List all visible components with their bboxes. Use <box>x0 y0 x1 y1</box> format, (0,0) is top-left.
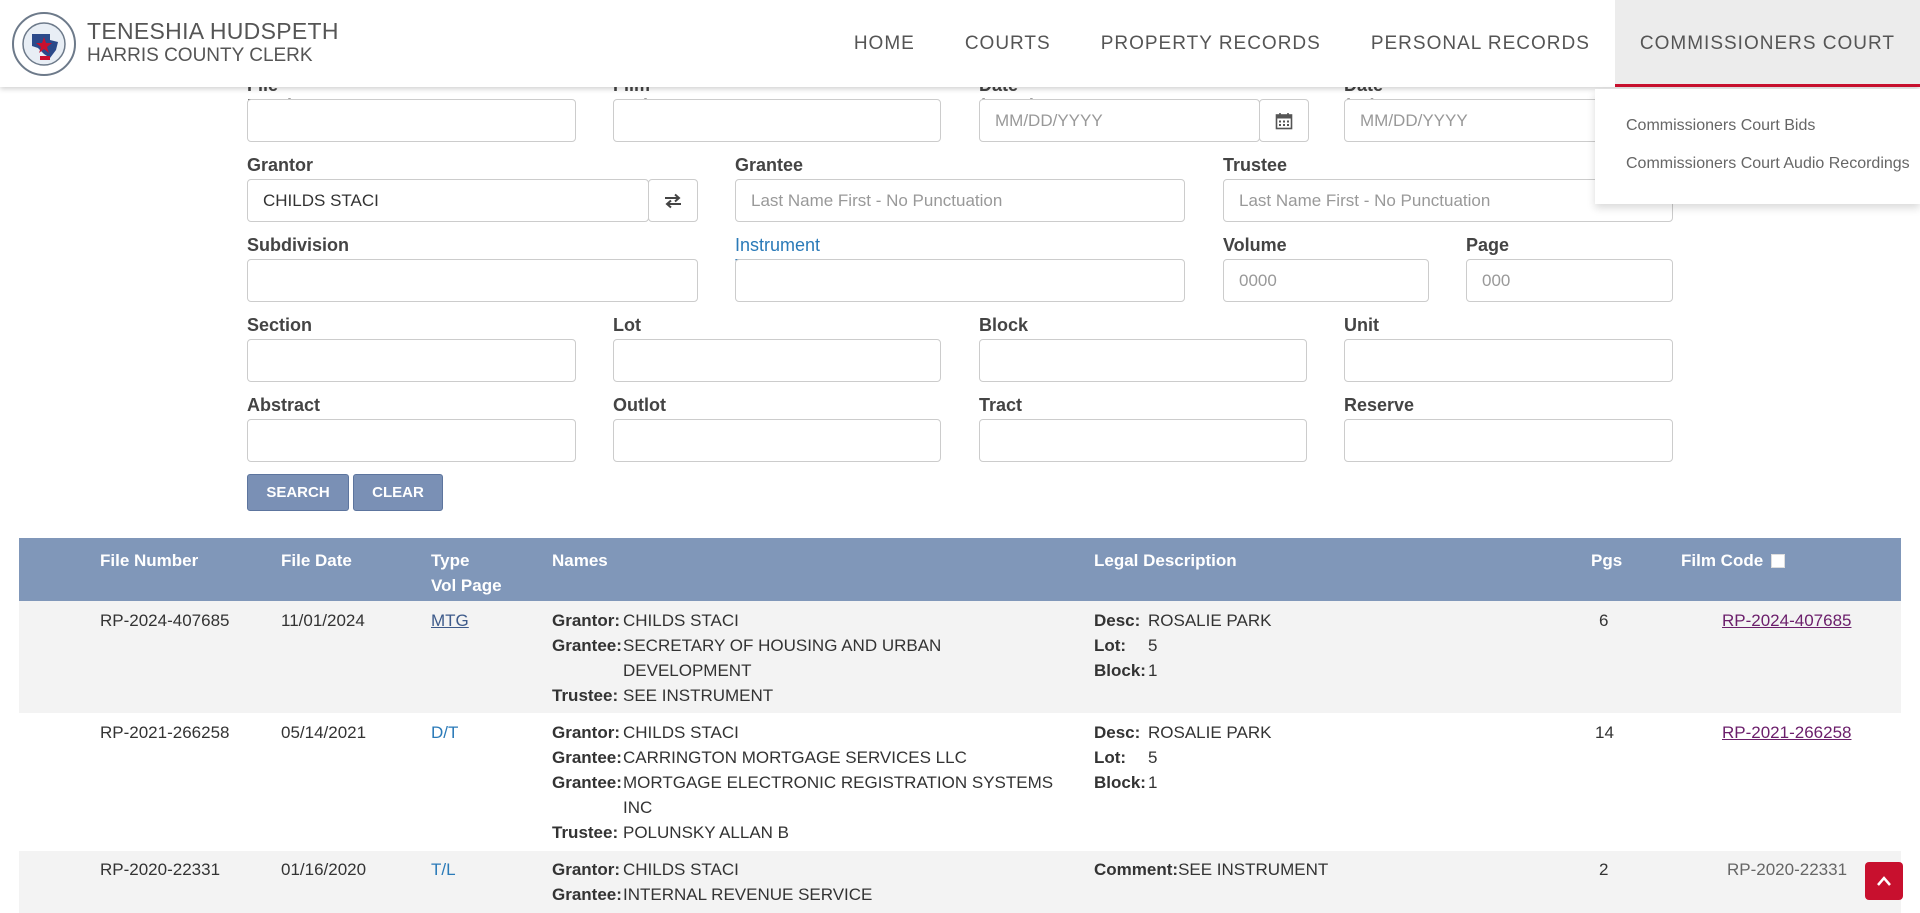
legal-key: Block: <box>1094 773 1146 792</box>
dropdown-item-bids[interactable]: Commissioners Court Bids <box>1626 117 1816 134</box>
table-row <box>19 601 1901 713</box>
section-label: Section <box>247 315 313 335</box>
date-from-input[interactable]: MM/DD/YYYY <box>979 99 1260 142</box>
legal-value: 1 <box>1148 773 1158 792</box>
results-table-header <box>19 538 1901 601</box>
name-value: INTERNAL REVENUE SERVICE <box>623 885 873 904</box>
instrument-type-label[interactable]: Instrument <box>735 235 821 255</box>
legal-value: ROSALIE PARK <box>1148 611 1272 630</box>
name-value: SECRETARY OF HOUSING AND URBAN DEVELOPMENT <box>623 636 942 680</box>
name-value: CHILDS STACI <box>623 723 739 742</box>
block-input[interactable] <box>979 339 1307 382</box>
grantee-label: Grantee <box>735 155 804 175</box>
legal-value: SEE INSTRUMENT <box>1178 860 1329 879</box>
name-role: Grantor: <box>552 611 620 630</box>
calendar-icon <box>1275 112 1293 130</box>
subdivision-input[interactable] <box>247 259 698 302</box>
row-file-number: RP-2024-407685 <box>100 611 230 630</box>
name-role: Grantee: <box>552 636 622 655</box>
unit-label: Unit <box>1344 315 1379 335</box>
legal-key: Lot: <box>1094 636 1127 655</box>
instrument-type-input[interactable] <box>735 259 1185 302</box>
lot-input[interactable] <box>613 339 941 382</box>
row-names <box>552 720 1072 845</box>
row-file-number: RP-2021-266258 <box>100 723 230 742</box>
row-type-link[interactable]: D/T <box>431 723 459 742</box>
name-role: Grantee: <box>552 748 622 767</box>
col-pgs: Pgs <box>1591 551 1623 570</box>
page-label: Page <box>1466 235 1510 255</box>
legal-value: 1 <box>1148 661 1158 680</box>
row-pgs: 2 <box>1599 860 1609 879</box>
abstract-input[interactable] <box>247 419 576 462</box>
row-legal <box>1094 720 1514 795</box>
name-value: CHILDS STACI <box>623 860 739 879</box>
col-type <box>431 548 502 598</box>
outlot-input[interactable] <box>613 419 941 462</box>
swap-icon <box>663 193 683 209</box>
name-role: Grantor: <box>552 723 620 742</box>
nav-commissioners-court[interactable]: COMMISSIONERS COURT <box>1615 0 1920 87</box>
block-label: Block <box>979 315 1029 335</box>
row-film-code: RP-2020-22331 <box>1727 860 1848 879</box>
abstract-label: Abstract <box>247 395 321 415</box>
row-type-link[interactable]: MTG <box>431 611 469 630</box>
col-film-code-label: Film Code <box>1681 551 1764 570</box>
dropdown-item-audio-recordings[interactable]: Commissioners Court Audio Recordings <box>1626 155 1910 172</box>
row-file-date: 05/14/2021 <box>281 723 367 742</box>
film-code-checkbox[interactable] <box>1771 554 1785 568</box>
tract-label: Tract <box>979 395 1023 415</box>
lot-label: Lot <box>613 315 641 335</box>
swap-names-button[interactable] <box>648 179 698 222</box>
table-row <box>19 713 1901 851</box>
name-role: Trustee: <box>552 686 619 705</box>
volume-input[interactable]: 0000 <box>1223 259 1429 302</box>
name-value: SEE INSTRUMENT <box>623 686 774 705</box>
section-input[interactable] <box>247 339 576 382</box>
row-film-code-link[interactable]: RP-2024-407685 <box>1722 611 1852 630</box>
clerk-name[interactable]: TENESHIA HUDSPETH <box>87 18 339 44</box>
scroll-to-top-button[interactable] <box>1865 862 1903 900</box>
grantor-input[interactable]: CHILDS STACI <box>247 179 649 222</box>
clerk-title[interactable]: HARRIS COUNTY CLERK <box>87 45 313 66</box>
row-legal <box>1094 608 1514 683</box>
legal-key: Desc: <box>1094 723 1141 742</box>
unit-input[interactable] <box>1344 339 1673 382</box>
name-value: CHILDS STACI <box>623 611 739 630</box>
row-type-link[interactable]: T/L <box>431 860 456 879</box>
row-file-number: RP-2020-22331 <box>100 860 221 879</box>
subdivision-label: Subdivision <box>247 235 350 255</box>
date-to-input[interactable]: MM/DD/YYYY <box>1344 99 1624 142</box>
commissioners-court-dropdown <box>1595 89 1920 204</box>
county-seal-logo <box>12 12 76 76</box>
name-role: Trustee: <box>552 823 619 842</box>
col-film-code <box>1681 548 1785 573</box>
outlot-label: Outlot <box>613 395 666 415</box>
volume-label: Volume <box>1223 235 1287 255</box>
row-names <box>552 857 1072 907</box>
nav-courts[interactable]: COURTS <box>964 33 1051 54</box>
row-pgs: 14 <box>1595 723 1614 742</box>
name-role: Grantee: <box>552 885 622 904</box>
reserve-input[interactable] <box>1344 419 1673 462</box>
legal-key: Lot: <box>1094 748 1127 767</box>
grantor-label: Grantor <box>247 155 314 175</box>
trustee-input[interactable]: Last Name First - No Punctuation <box>1223 179 1673 222</box>
col-file-number: File Number <box>100 551 199 570</box>
trustee-label: Trustee <box>1223 155 1288 175</box>
name-role: Grantee: <box>552 773 622 792</box>
clear-button[interactable]: CLEAR <box>353 474 443 511</box>
row-film-code-link[interactable]: RP-2021-266258 <box>1722 723 1852 742</box>
legal-key: Comment: <box>1094 860 1179 879</box>
chevron-up-icon <box>1876 875 1892 887</box>
row-pgs: 6 <box>1599 611 1609 630</box>
nav-personal-records[interactable]: PERSONAL RECORDS <box>1370 33 1590 54</box>
search-button[interactable]: SEARCH <box>247 474 349 511</box>
legal-value: ROSALIE PARK <box>1148 723 1272 742</box>
name-value: MORTGAGE ELECTRONIC REGISTRATION SYSTEMS INC <box>623 773 1054 817</box>
legal-value: 5 <box>1148 636 1158 655</box>
film-code-input[interactable] <box>613 99 941 142</box>
row-file-date: 11/01/2024 <box>281 611 365 630</box>
row-names <box>552 608 1072 708</box>
row-file-date: 01/16/2020 <box>281 860 367 879</box>
col-legal-description: Legal Description <box>1094 551 1237 570</box>
legal-key: Desc: <box>1094 611 1141 630</box>
grantee-input[interactable]: Last Name First - No Punctuation <box>735 179 1185 222</box>
nav-property-records[interactable]: PROPERTY RECORDS <box>1100 33 1321 54</box>
col-names: Names <box>552 551 608 570</box>
tract-input[interactable] <box>979 419 1307 462</box>
col-vol-page-label: Vol Page <box>431 576 502 595</box>
col-type-label: Type <box>431 551 470 570</box>
col-file-date: File Date <box>281 551 352 570</box>
reserve-label: Reserve <box>1344 395 1415 415</box>
legal-value: 5 <box>1148 748 1158 767</box>
file-number-input[interactable] <box>247 99 576 142</box>
legal-key: Block: <box>1094 661 1146 680</box>
site-header <box>0 0 1920 87</box>
table-row <box>19 851 1901 913</box>
row-legal <box>1094 857 1514 882</box>
main-nav <box>829 0 1920 87</box>
name-role: Grantor: <box>552 860 620 879</box>
name-value: CARRINGTON MORTGAGE SERVICES LLC <box>623 748 967 767</box>
nav-home[interactable]: HOME <box>853 33 915 54</box>
page-input[interactable]: 000 <box>1466 259 1673 302</box>
name-value: POLUNSKY ALLAN B <box>623 823 789 842</box>
date-from-calendar-button[interactable] <box>1259 99 1309 142</box>
